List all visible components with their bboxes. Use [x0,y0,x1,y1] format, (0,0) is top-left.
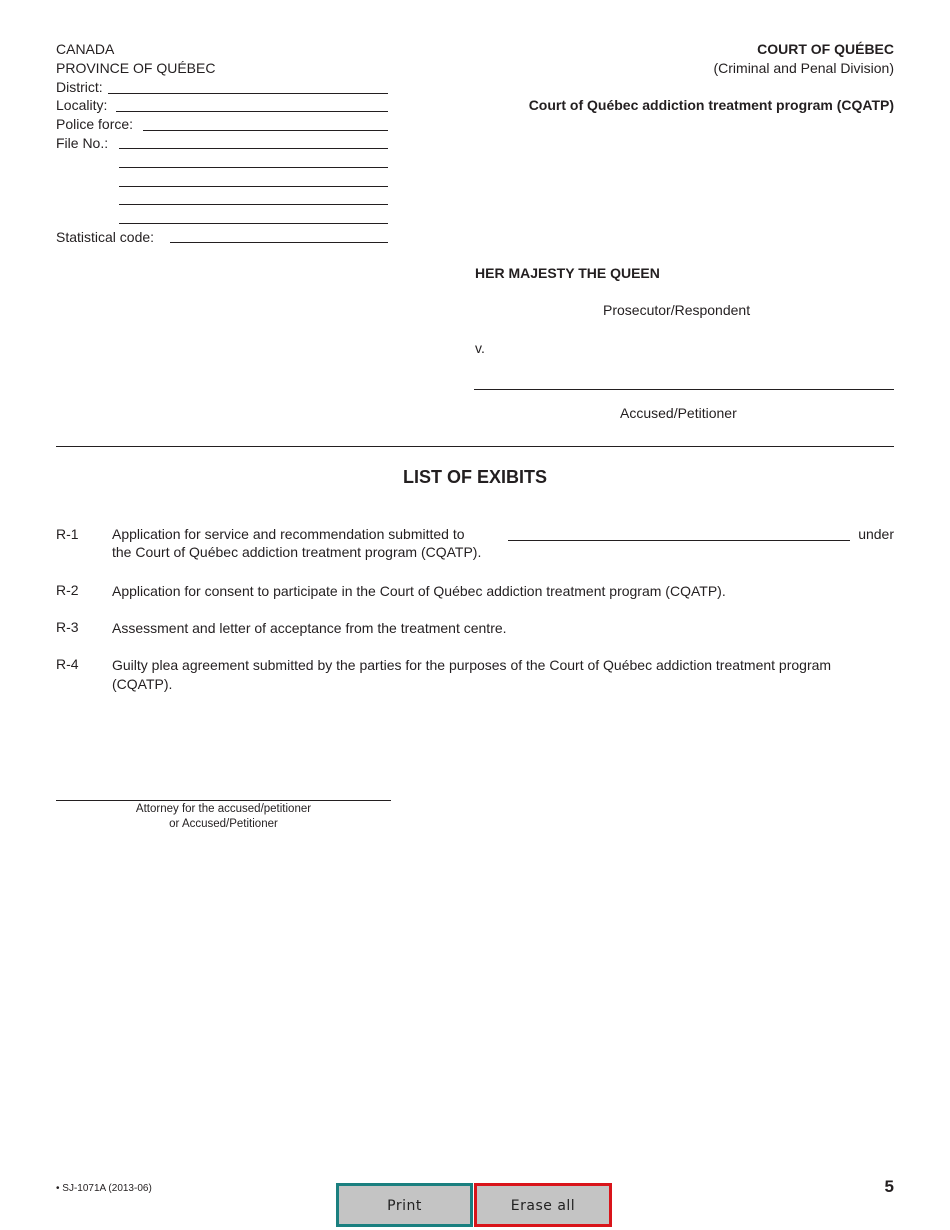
erase-all-button[interactable]: Erase all [474,1183,612,1227]
police-force-field[interactable] [143,116,388,131]
file-number-label: File No.: [56,135,109,151]
statistical-code-label: Statistical code: [56,229,155,245]
exhibit-text-suffix: under [858,526,894,542]
signature-caption-1: Attorney for the accused/petitioner [135,803,312,815]
accused-name-field[interactable] [474,373,894,390]
statistical-code-field[interactable] [170,228,388,243]
prosecutor-role: Prosecutor/Respondent [603,302,751,318]
police-force-label: Police force: [56,116,134,132]
exhibit-text: Assessment and letter of acceptance from the treatment centre. [112,620,507,636]
exhibit-text: Guilty plea agreement submitted by the parties for the purposes of the Court of Québec addiction treatment program (CQATP). [112,657,832,692]
file-number-field-3[interactable] [119,172,388,187]
page-title: LIST OF EXIBITS [402,467,547,487]
section-divider [56,446,894,447]
accused-role: Accused/Petitioner [620,405,737,421]
signature-caption-2: or Accused/Petitioner [169,818,278,830]
exhibit-text-line2: the Court of Québec addiction treatment program (CQATP). [112,544,482,560]
crown-party: HER MAJESTY THE QUEEN [475,265,660,281]
print-button[interactable]: Print [336,1183,473,1227]
versus-label: v. [475,340,485,356]
exhibit-text: Application for service and recommendation submitted to [112,526,465,542]
province-label: PROVINCE OF QUÉBEC [56,60,216,76]
file-number-line-1 [119,148,388,149]
form-code: • SJ-1071A (2013-06) [56,1183,152,1194]
recommendation-recipient-field[interactable] [508,526,850,541]
file-number-line-4 [119,204,388,205]
exhibit-number: R-1 [56,526,79,542]
signature-line [56,800,391,801]
court-title: COURT OF QUÉBEC [757,41,894,57]
district-label: District: [56,79,103,95]
file-number-field-2[interactable] [119,153,388,168]
file-number-field-5[interactable] [119,209,388,224]
country-label: CANADA [56,41,115,57]
court-division: (Criminal and Penal Division) [713,60,894,76]
exhibit-number: R-3 [56,619,79,635]
locality-field[interactable] [116,97,388,112]
locality-label: Locality: [56,97,108,113]
exhibit-number: R-4 [56,656,79,672]
page-number: 5 [884,1177,894,1196]
exhibit-text: Application for consent to participate in the Court of Québec addiction treatment program (CQATP). [112,583,726,599]
program-title: Court of Québec addiction treatment program (CQATP) [528,97,894,113]
district-field[interactable] [108,79,388,94]
exhibit-number: R-2 [56,582,79,598]
